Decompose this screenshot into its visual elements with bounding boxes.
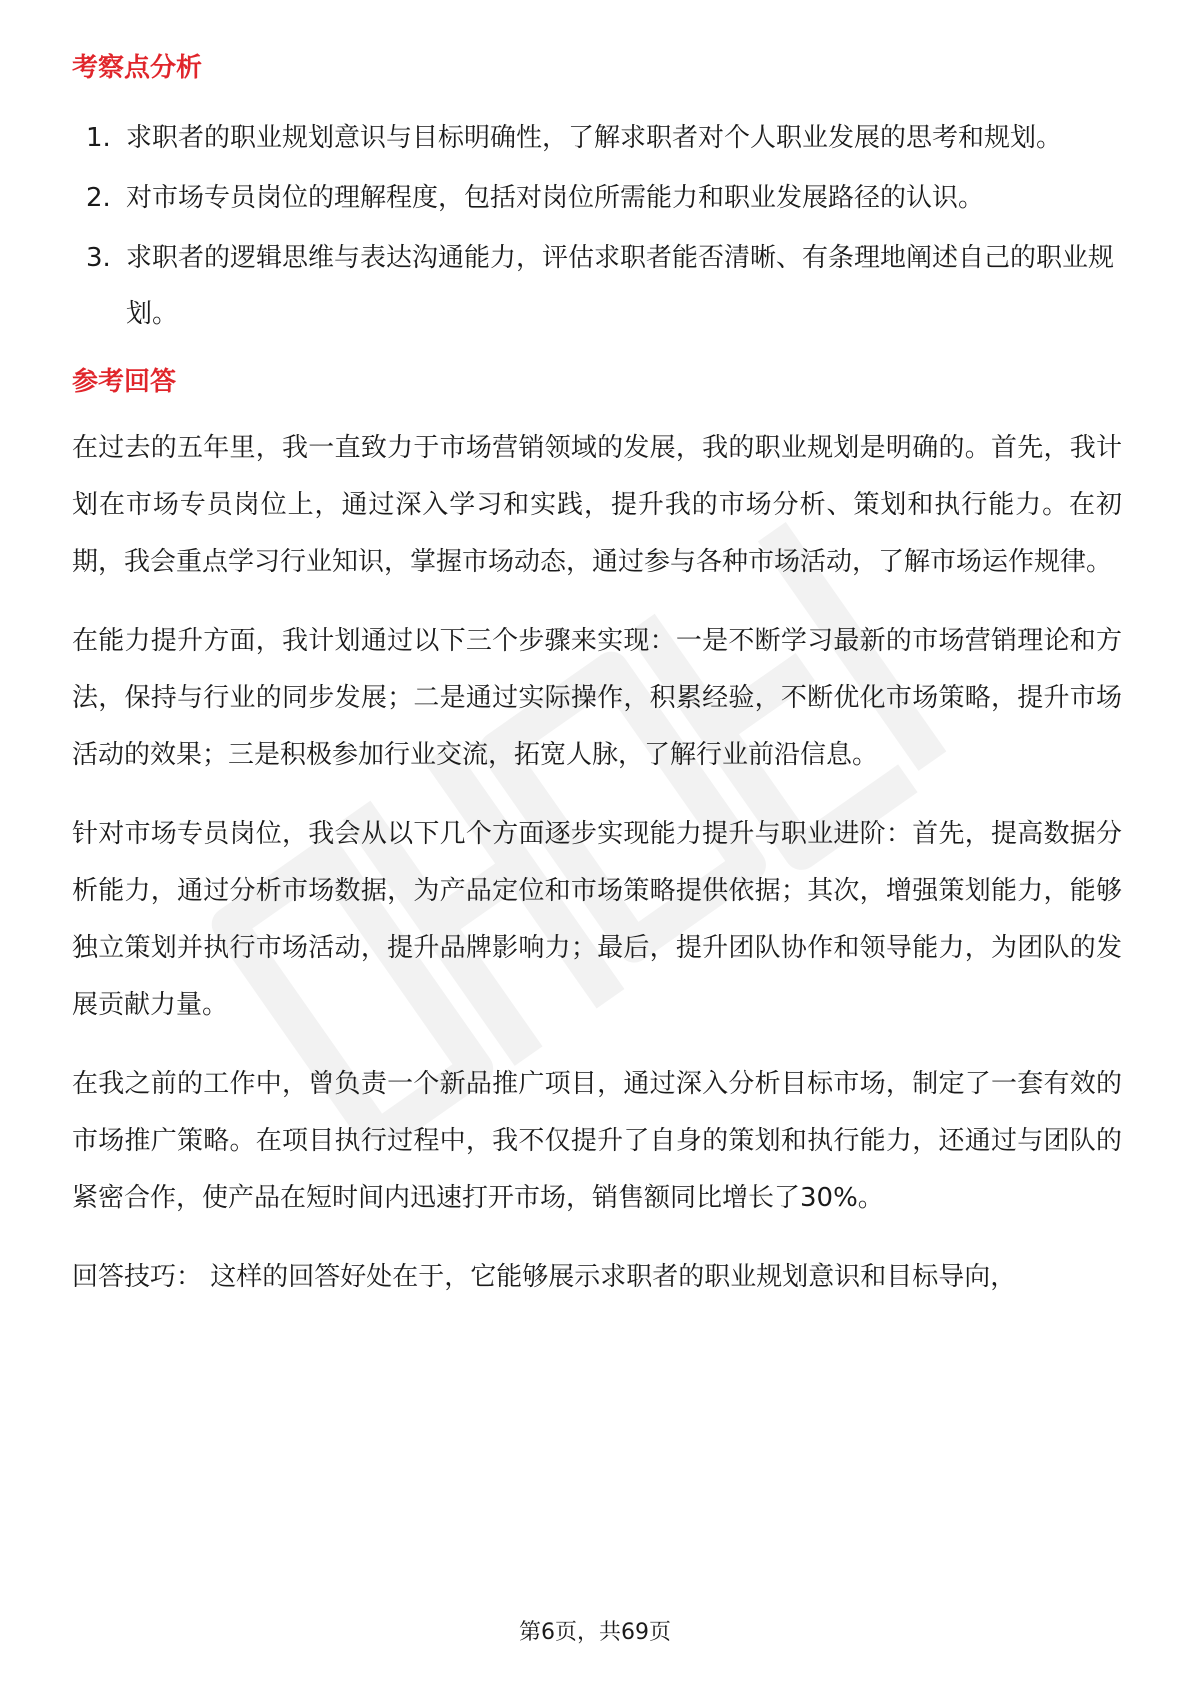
analysis-list: [72, 110, 1122, 342]
list-item-text: 求职者的职业规划意识与目标明确性，了解求职者对个人职业发展的思考和规划。: [126, 123, 1063, 153]
list-item-number: 2.: [86, 183, 111, 213]
page-number-footer: 第6页，共69页: [519, 1620, 671, 1645]
list-item: [72, 170, 1122, 226]
list-item-number: 3.: [86, 243, 111, 273]
answer-paragraph: 在能力提升方面，我计划通过以下三个步骤来实现：一是不断学习最新的市场营销理论和方法，保持与行业的同步发展；二是通过实际操作，积累经验，不断优化市场策略，提升市场活动的效果；三是积极参加行业交流，拓宽人脉，了解行业前沿信息。: [72, 626, 1122, 770]
list-item-text: 对市场专员岗位的理解程度，包括对岗位所需能力和职业发展路径的认识。: [126, 183, 985, 213]
list-item-number: 1.: [86, 123, 111, 153]
list-item: [72, 110, 1122, 166]
document-content: [72, 48, 1122, 1306]
answer-paragraph: 在我之前的工作中，曾负责一个新品推广项目，通过深入分析目标市场，制定了一套有效的市场推广策略。在项目执行过程中，我不仅提升了自身的策划和执行能力，还通过与团队的紧密合作，使产品在短时间内迅速打开市场，销售额同比增长了30%。: [72, 1069, 1122, 1213]
answer-tips-paragraph: 回答技巧： 这样的回答好处在于，它能够展示求职者的职业规划意识和目标导向，: [72, 1262, 1017, 1292]
list-item: [72, 230, 1122, 342]
analysis-heading: 考察点分析: [72, 53, 203, 83]
answer-paragraph: 针对市场专员岗位，我会从以下几个方面逐步实现能力提升与职业进阶：首先，提高数据分析能力，通过分析市场数据，为产品定位和市场策略提供依据；其次，增强策划能力，能够独立策划并执行市场活动，提升品牌影响力；最后，提升团队协作和领导能力，为团队的发展贡献力量。: [72, 819, 1122, 1020]
answer-paragraph: 在过去的五年里，我一直致力于市场营销领域的发展，我的职业规划是明确的。首先，我计划在市场专员岗位上，通过深入学习和实践，提升我的市场分析、策划和执行能力。在初期，我会重点学习行业知识，掌握市场动态，通过参与各种市场活动，了解市场运作规律。: [72, 433, 1122, 577]
answer-heading: 参考回答: [72, 367, 177, 397]
list-item-text: 求职者的逻辑思维与表达沟通能力，评估求职者能否清晰、有条理地阐述自己的职业规划。: [126, 243, 1115, 329]
